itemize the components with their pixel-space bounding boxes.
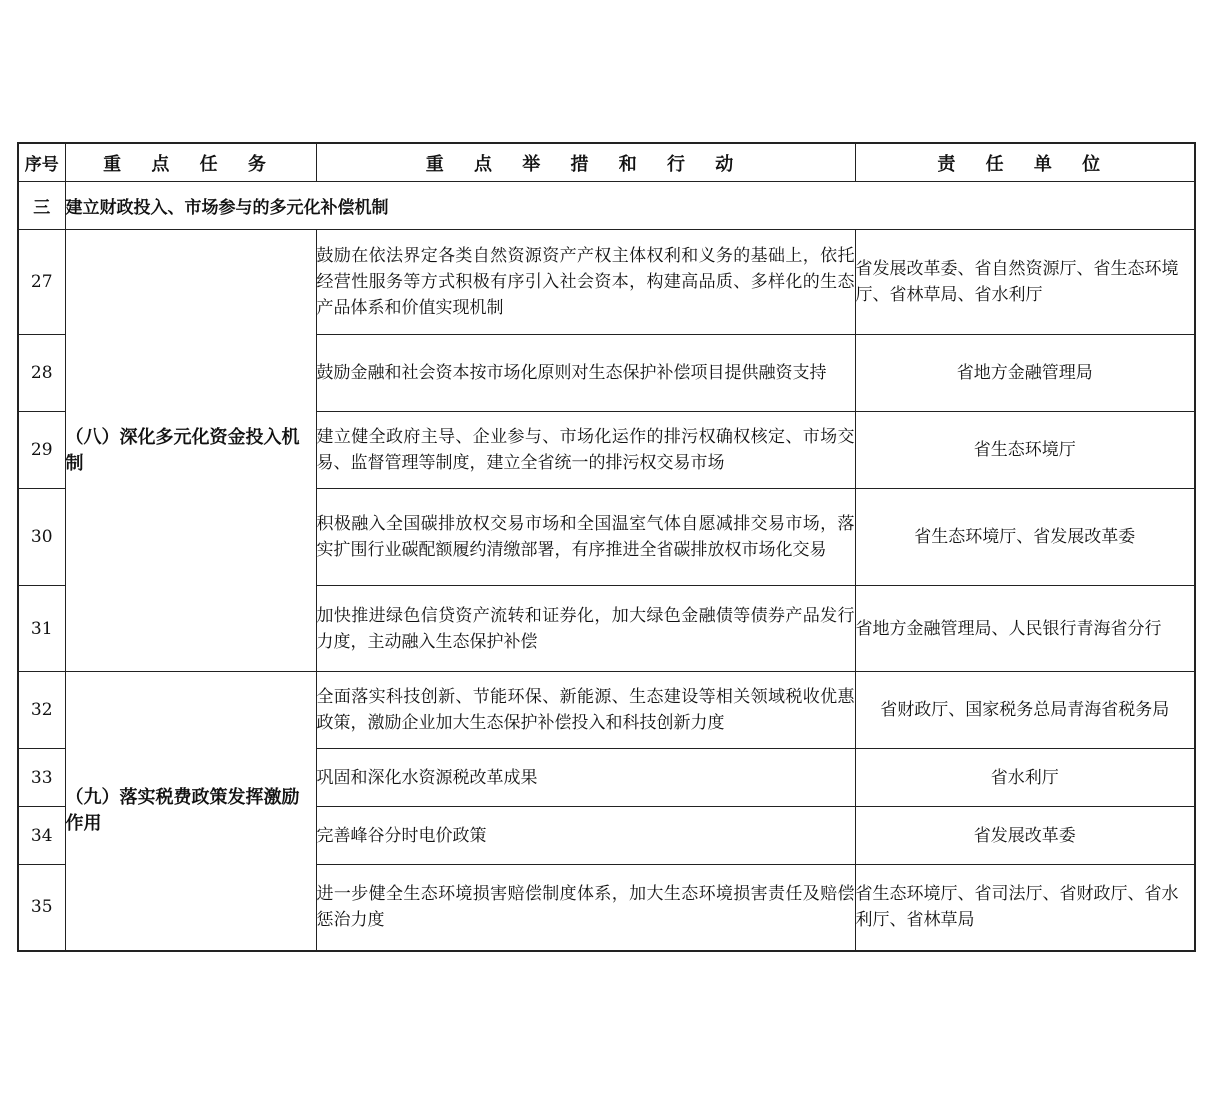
unit-cell: 省生态环境厅、省司法厅、省财政厅、省水利厅、省林草局 bbox=[855, 865, 1195, 951]
measure-cell: 鼓励在依法界定各类自然资源资产产权主体权利和义务的基础上，依托经营性服务等方式积极有序引入社会资本，构建高品质、多样化的生态产品体系和价值实现机制 bbox=[316, 230, 855, 335]
unit-cell: 省地方金融管理局、人民银行青海省分行 bbox=[855, 586, 1195, 672]
measure-cell: 积极融入全国碳排放权交易市场和全国温室气体自愿减排交易市场，落实扩围行业碳配额履约清缴部署，有序推进全省碳排放权市场化交易 bbox=[316, 489, 855, 586]
unit-cell: 省财政厅、国家税务总局青海省税务局 bbox=[855, 672, 1195, 749]
row-number: 30 bbox=[18, 489, 65, 586]
measure-cell: 巩固和深化水资源税改革成果 bbox=[316, 749, 855, 807]
row-number: 29 bbox=[18, 412, 65, 489]
measure-cell: 全面落实科技创新、节能环保、新能源、生态建设等相关领域税收优惠政策，激励企业加大生态保护补偿投入和科技创新力度 bbox=[316, 672, 855, 749]
task-cell: （九）落实税费政策发挥激励作用 bbox=[65, 672, 316, 951]
table-row bbox=[18, 672, 1195, 749]
measure-cell: 建立健全政府主导、企业参与、市场化运作的排污权确权核定、市场交易、监督管理等制度，建立全省统一的排污权交易市场 bbox=[316, 412, 855, 489]
header-task: 重 点 任 务 bbox=[65, 143, 316, 182]
measure-cell: 完善峰谷分时电价政策 bbox=[316, 807, 855, 865]
row-number: 35 bbox=[18, 865, 65, 951]
measure-cell: 加快推进绿色信贷资产流转和证券化，加大绿色金融债等债券产品发行力度，主动融入生态保护补偿 bbox=[316, 586, 855, 672]
header-row bbox=[18, 143, 1195, 182]
unit-cell: 省生态环境厅 bbox=[855, 412, 1195, 489]
row-number: 33 bbox=[18, 749, 65, 807]
unit-cell: 省地方金融管理局 bbox=[855, 335, 1195, 412]
section-row bbox=[18, 182, 1195, 230]
row-number: 27 bbox=[18, 230, 65, 335]
measure-cell: 进一步健全生态环境损害赔偿制度体系，加大生态环境损害责任及赔偿惩治力度 bbox=[316, 865, 855, 951]
header-num: 序号 bbox=[18, 143, 65, 182]
row-number: 34 bbox=[18, 807, 65, 865]
task-table bbox=[17, 142, 1196, 952]
row-number: 31 bbox=[18, 586, 65, 672]
header-unit: 责 任 单 位 bbox=[855, 143, 1195, 182]
row-number: 28 bbox=[18, 335, 65, 412]
section-title: 建立财政投入、市场参与的多元化补偿机制 bbox=[65, 182, 1195, 230]
unit-cell: 省发展改革委 bbox=[855, 807, 1195, 865]
table-row bbox=[18, 230, 1195, 335]
section-number: 三 bbox=[18, 182, 65, 230]
row-number: 32 bbox=[18, 672, 65, 749]
task-cell: （八）深化多元化资金投入机制 bbox=[65, 230, 316, 672]
unit-cell: 省生态环境厅、省发展改革委 bbox=[855, 489, 1195, 586]
measure-cell: 鼓励金融和社会资本按市场化原则对生态保护补偿项目提供融资支持 bbox=[316, 335, 855, 412]
unit-cell: 省水利厅 bbox=[855, 749, 1195, 807]
unit-cell: 省发展改革委、省自然资源厅、省生态环境厅、省林草局、省水利厅 bbox=[855, 230, 1195, 335]
header-measure: 重 点 举 措 和 行 动 bbox=[316, 143, 855, 182]
